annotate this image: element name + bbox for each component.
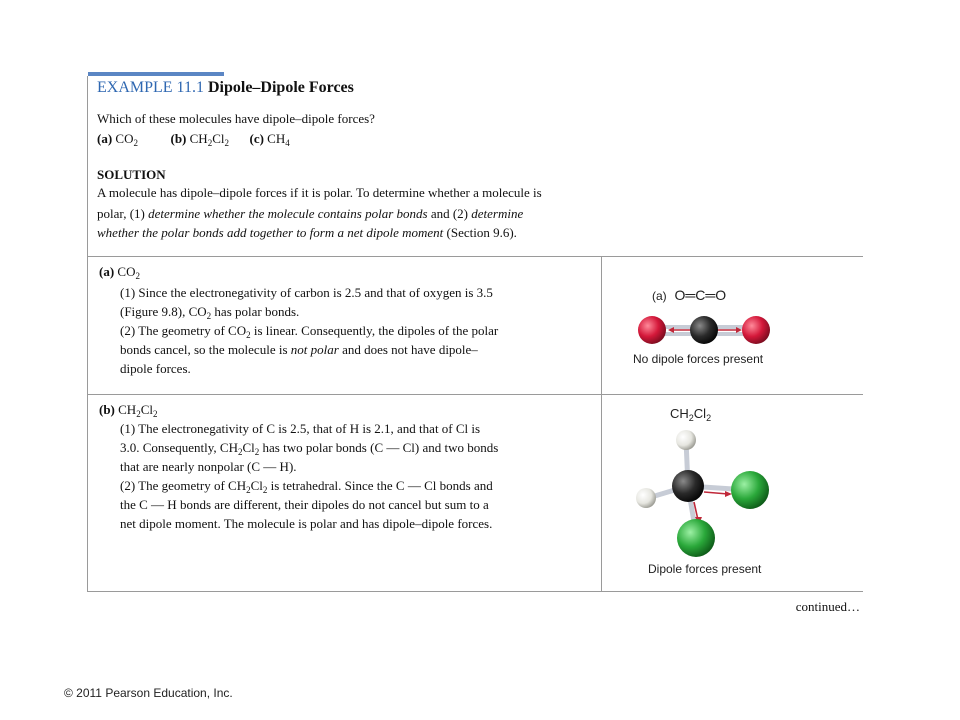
option-b-letter: (b) (170, 131, 187, 146)
oxygen-atom-right (742, 316, 770, 344)
dipole-arrow-c-cl-right (704, 492, 728, 494)
ch2cl2-molecule-model (620, 422, 790, 562)
question-text: Which of these molecules have dipole–dipole forces? (97, 111, 375, 126)
example-title (97, 79, 354, 97)
example-heading: Dipole–Dipole Forces (207, 79, 354, 96)
part-a-line-3: (2) The geometry of $CO_2$ is linear. Consequently, the dipoles of the polar (120, 323, 499, 340)
carbon-atom (690, 316, 718, 344)
copyright-notice: © 2011 Pearson Education, Inc. (64, 686, 233, 700)
part-b-header: (b) $CH_2Cl_2$ (99, 402, 158, 419)
co2-molecule-model (630, 308, 780, 352)
ch2cl2-caption: Dipole forces present (648, 562, 762, 576)
part-b-line-6: net dipole moment. The molecule is polar and has dipole–dipole forces. (120, 516, 493, 531)
part-b-line-2: 3.0. Consequently, $CH_2Cl_2$ has two polar bonds (C — Cl) and two bonds (120, 440, 499, 457)
hydrogen-atom-top (676, 430, 696, 450)
question-options (97, 130, 290, 147)
chlorine-atom-bottom (677, 519, 715, 557)
solution-line-2: polar, (1) determine whether the molecule contains polar bonds and (2) determine (97, 206, 524, 221)
part-a-header: (a) $CO_2$ (99, 264, 140, 281)
solution-heading: SOLUTION (97, 167, 166, 182)
hydrogen-atom-left (636, 488, 656, 508)
part-b-line-1: (1) The electronegativity of C is 2.5, that of H is 2.1, and that of Cl is (120, 421, 481, 436)
co2-figure-label: (a) O═C═O (652, 287, 727, 303)
option-a-letter: (a) (97, 131, 113, 146)
continued-note: continued… (795, 599, 860, 614)
chlorine-atom-right (731, 471, 769, 509)
part-b-line-3: that are nearly nonpolar (C — H). (120, 459, 297, 474)
part-b-line-5: the C — H bonds are different, their dipoles do not cancel but sum to a (120, 497, 489, 512)
divider-middle (87, 394, 863, 395)
part-a-line-5: dipole forces. (120, 361, 191, 376)
part-a-line-1: (1) Since the electronegativity of carbon is 2.5 and that of oxygen is 3.5 (120, 285, 493, 300)
part-b-line-4: (2) The geometry of $CH_2Cl_2$ is tetrahedral. Since the C — Cl bonds and (120, 478, 493, 495)
option-a-formula: $CO_2$ (115, 131, 138, 148)
ch2cl2-figure-label: $CH_2Cl_2$ (670, 406, 712, 423)
option-b-formula: $CH_2Cl_2$ (189, 131, 229, 148)
solution-line-1: A molecule has dipole–dipole forces if it is polar. To determine whether a molecule is (97, 185, 542, 200)
option-c-letter: (c) (249, 131, 264, 146)
divider-top (87, 256, 863, 257)
oxygen-atom-left (638, 316, 666, 344)
option-c-formula: $CH_4$ (267, 131, 290, 148)
carbon-atom-center (672, 470, 704, 502)
example-label: EXAMPLE 11.1 (97, 79, 204, 96)
co2-caption: No dipole forces present (633, 352, 764, 366)
part-a-line-2: (Figure 9.8), $CO_2$ has polar bonds. (120, 304, 300, 321)
column-divider (601, 256, 602, 592)
part-a-line-4: bonds cancel, so the molecule is not polar and does not have dipole– (120, 342, 478, 357)
solution-line-3: whether the polar bonds add together to form a net dipole moment (Section 9.6). (97, 225, 517, 240)
